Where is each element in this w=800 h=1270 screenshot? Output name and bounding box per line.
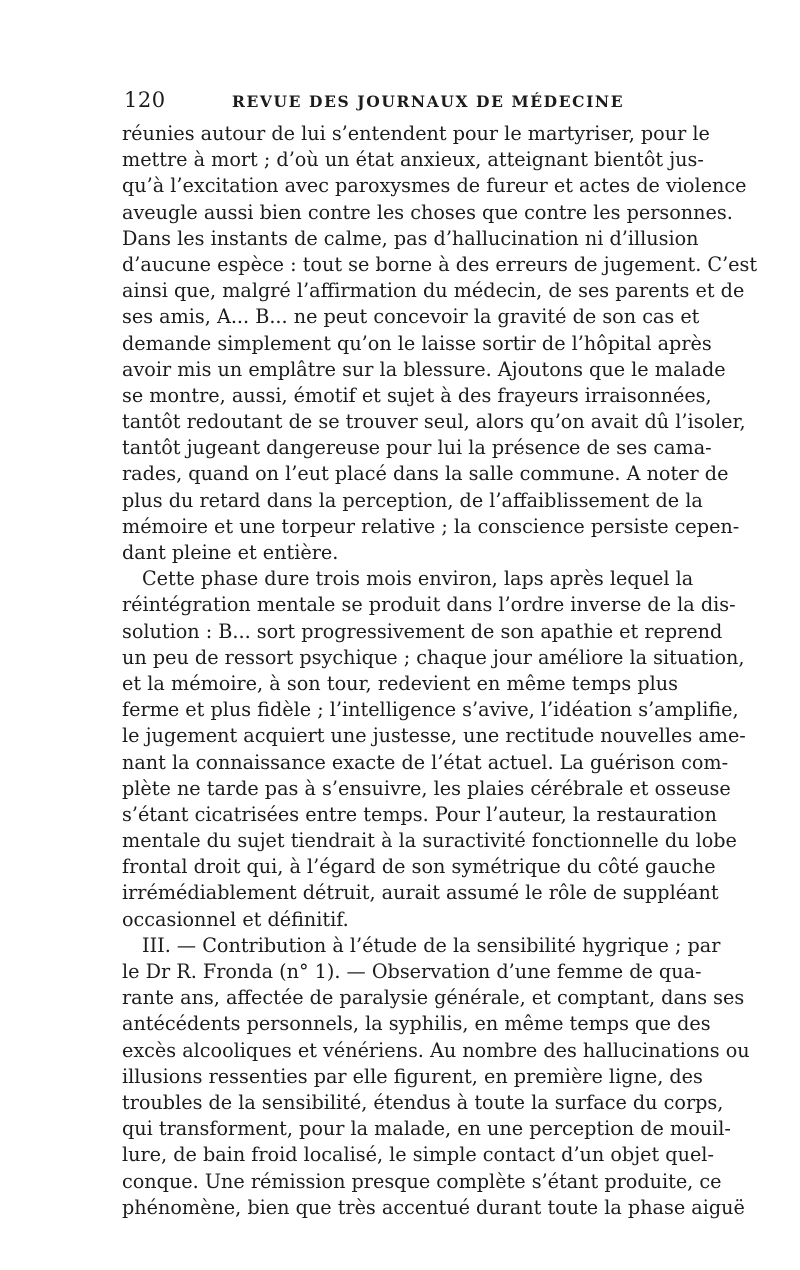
text-line: tantôt jugeant dangereuse pour lui la présence de ses cama- — [122, 436, 712, 460]
page-number: 120 — [124, 88, 166, 112]
text-line: lure, de bain froid localisé, le simple contact d’un objet quel- — [122, 1143, 714, 1167]
text-line: plus du retard dans la perception, de l’affaiblissement de la — [122, 488, 703, 512]
running-head: REVUE DES JOURNAUX DE MÉDECINE — [232, 92, 625, 111]
text-line: mémoire et une torpeur relative ; la conscience persiste cepen- — [122, 514, 740, 538]
text-line: antécédents personnels, la syphilis, en même temps que des — [122, 1012, 711, 1036]
text-line: qui transforment, pour la malade, en une perception de mouil- — [122, 1117, 731, 1141]
text-line: qu’à l’excitation avec paroxysmes de fureur et actes de violence — [122, 174, 747, 198]
text-line: ainsi que, malgré l’affirmation du médecin, de ses parents et de — [122, 279, 745, 303]
text-line: Dans les instants de calme, pas d’hallucination ni d’illusion — [122, 226, 699, 250]
text-line: mettre à mort ; d’où un état anxieux, atteignant bientôt jus- — [122, 148, 704, 172]
text-line: réunies autour de lui s’entendent pour le martyriser, pour le — [122, 122, 710, 145]
text-line: occasionnel et définitif. — [122, 907, 349, 931]
page-header — [124, 86, 676, 116]
text-line: aveugle aussi bien contre les choses que contre les personnes. — [122, 200, 733, 224]
text-line: rades, quand on l’eut placé dans la salle commune. A noter de — [122, 462, 729, 486]
text-line: avoir mis un emplâtre sur la blessure. Ajoutons que le malade — [122, 357, 726, 381]
text-line: le Dr R. Fronda (n° 1). — Observation d’une femme de qua- — [122, 960, 702, 983]
text-line: le jugement acquiert une justesse, une rectitude nouvelles ame- — [122, 724, 746, 748]
text-line: mentale du sujet tiendrait à la suractivité fonctionnelle du lobe — [122, 829, 737, 853]
text-line: demande simplement qu’on le laisse sortir de l’hôpital après — [122, 331, 712, 355]
text-line: ferme et plus fidèle ; l’intelligence s’avive, l’idéation s’amplifie, — [122, 698, 739, 722]
text-line: un peu de ressort psychique ; chaque jour améliore la situation, — [122, 645, 745, 669]
text-line: nant la connaissance exacte de l’état actuel. La guérison com- — [122, 750, 729, 774]
text-line: se montre, aussi, émotif et sujet à des frayeurs irraisonnées, — [122, 383, 712, 407]
text-line: rante ans, affectée de paralysie générale, et comptant, dans ses — [122, 986, 745, 1010]
text-line: plète ne tarde pas à s’ensuivre, les plaies cérébrale et osseuse — [122, 776, 731, 800]
text-line: réintégration mentale se produit dans l’ordre inverse de la dis- — [122, 593, 736, 617]
text-line: frontal droit qui, à l’égard de son symétrique du côté gauche — [122, 855, 716, 879]
text-line: et la mémoire, à son tour, redevient en même temps plus — [122, 671, 678, 695]
text-line: Cette phase dure trois mois environ, laps après lequel la — [142, 567, 694, 591]
text-line: troubles de la sensibilité, étendus à toute la surface du corps, — [122, 1090, 724, 1114]
text-line: illusions ressenties par elle figurent, en première ligne, des — [122, 1064, 703, 1088]
text-line: excès alcooliques et vénériens. Au nombre des hallucinations ou — [122, 1038, 750, 1062]
body-text — [122, 121, 758, 1221]
text-line: irrémédiablement détruit, aurait assumé le rôle de suppléant — [122, 881, 719, 905]
text-line: conque. Une rémission presque complète s’étant produite, ce — [122, 1169, 722, 1193]
text-line: ses amis, A... B... ne peut concevoir la gravité de son cas et — [122, 305, 700, 329]
text-line: tantôt redoutant de se trouver seul, alors qu’on avait dû l’isoler, — [122, 410, 746, 434]
section-heading-line: III. — Contribution à l’étude de la sensibilité hygrique ; par — [142, 933, 721, 957]
text-line: s’étant cicatrisées entre temps. Pour l’auteur, la restauration — [122, 802, 717, 826]
text-line: d’aucune espèce : tout se borne à des erreurs de jugement. C’est — [122, 252, 758, 276]
text-line: solution : B... sort progressivement de son apathie et reprend — [122, 619, 723, 643]
text-line: dant pleine et entière. — [122, 541, 339, 564]
text-line: phénomène, bien que très accentué durant toute la phase aiguë — [122, 1195, 745, 1219]
